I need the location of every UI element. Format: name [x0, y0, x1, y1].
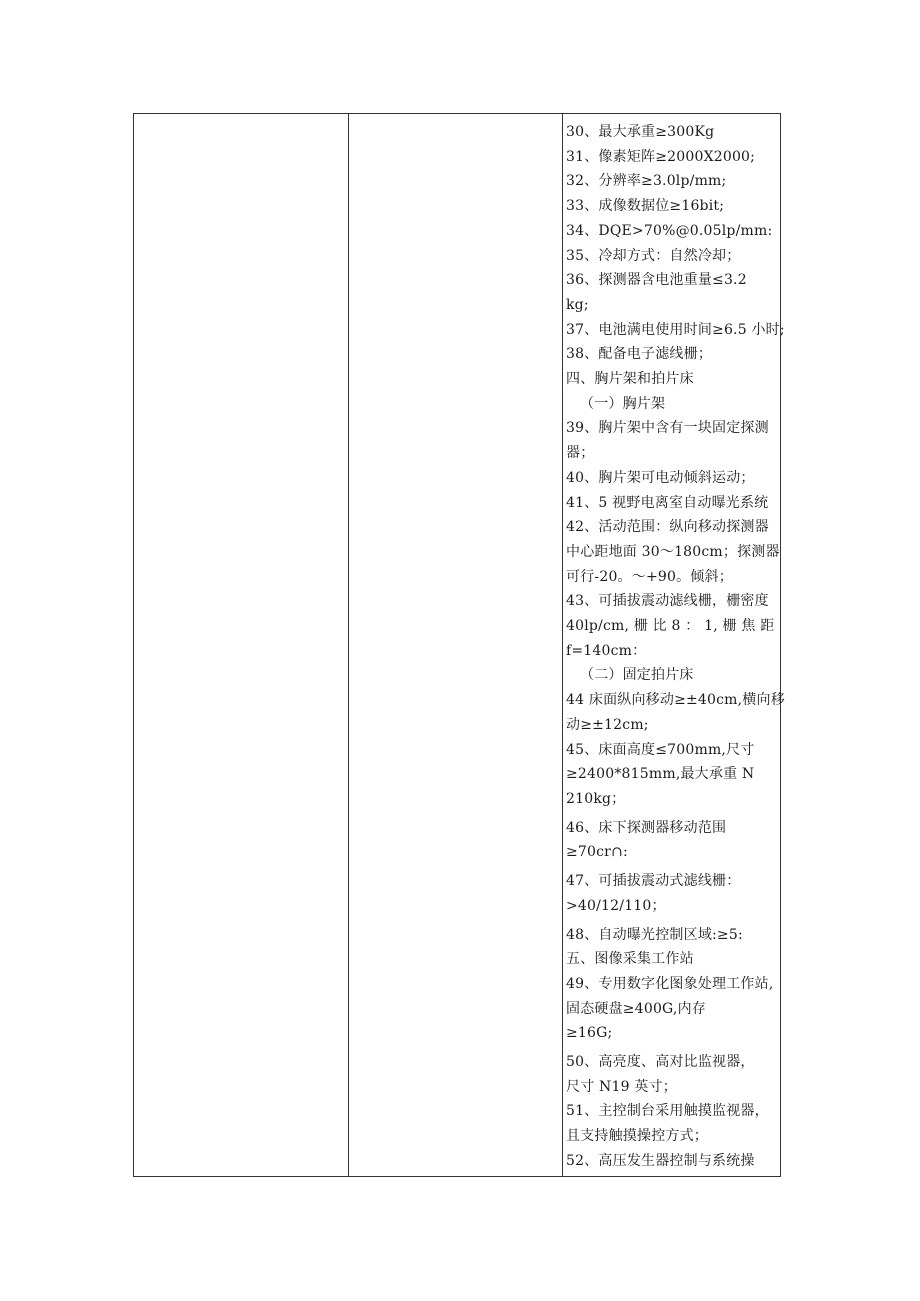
spec-cell — [563, 114, 785, 1177]
spec-line: 41、5 视野电离室自动曝光系统 — [566, 494, 769, 511]
spec-line: 40、胸片架可电动倾斜运动； — [566, 469, 755, 486]
spec-line: （二）固定拍片床 — [580, 667, 694, 684]
spec-line: 固态硬盘≥400G,内存 — [566, 1000, 706, 1017]
spec-table — [133, 113, 785, 1177]
spec-line: 47、可插拔震动式滤线栅： — [566, 873, 741, 890]
spec-line: 中心距地面 30～180cm；探测器 — [566, 543, 780, 560]
spec-line: 35、冷却方式：自然冷却； — [566, 247, 741, 264]
spec-line: 且支持触摸操控方式； — [566, 1128, 708, 1145]
spec-line: 45、床面高度≤700mm,尺寸 — [566, 741, 755, 758]
table-row — [134, 114, 781, 1177]
spec-line: 46、床下探测器移动范围 — [566, 819, 727, 836]
spec-line: 44 床面纵向移动≥±40cm,横向移 — [566, 692, 785, 709]
spec-line: 51、主控制台采用触摸监视器， — [566, 1103, 769, 1120]
spec-line: kg; — [566, 296, 589, 313]
spec-line: 尺寸 N19 英寸； — [566, 1078, 677, 1095]
spec-line: 四、胸片架和拍片床 — [566, 371, 694, 388]
spec-line: 31、像素矩阵≥2000X2000; — [566, 148, 756, 165]
spec-line: ≥70cr∩: — [566, 844, 628, 861]
spec-line: f=140cm： — [566, 642, 647, 659]
spec-line: 52、高压发生器控制与系统操 — [566, 1152, 755, 1169]
spec-line: 可行-20。～+90。倾斜； — [566, 568, 733, 585]
spec-list — [563, 114, 785, 1174]
spec-line: 34、DQE>70%@0.05lp/mm: — [566, 222, 773, 239]
spec-line: 38、配备电子滤线栅； — [566, 346, 713, 363]
empty-cell-name — [349, 114, 563, 1177]
spec-line: ≥2400*815mm,最大承重 N — [566, 766, 755, 783]
spec-line: 210kg； — [566, 790, 626, 807]
spec-line: 39、胸片架中含有一块固定探测 — [566, 420, 769, 437]
spec-line: 33、成像数据位≥16bit; — [566, 198, 725, 215]
spec-line: >40/12/110； — [566, 897, 666, 914]
spec-line: 37、电池满电使用时间≥6.5 小时; — [566, 321, 785, 338]
empty-cell-item — [134, 114, 349, 1177]
spec-line: 49、专用数字化图象处理工作站, — [566, 975, 774, 992]
spec-line: 30、最大承重≥300Kg — [566, 124, 715, 140]
spec-line: 43、可插拔震动滤线栅，栅密度 — [566, 593, 769, 610]
spec-line: 动≥±12cm; — [566, 716, 649, 733]
spec-line: 五、图像采集工作站 — [566, 951, 694, 968]
spec-line: 36、探测器含电池重量≤3.2 — [566, 272, 747, 289]
spec-line: 器； — [566, 445, 595, 462]
spec-line: 40lp/cm, 栅 比 8 ： 1, 栅 焦 距 — [566, 618, 775, 635]
spec-line: ≥16G; — [566, 1025, 613, 1042]
spec-line: 32、分辨率≥3.0lp/mm; — [566, 173, 727, 190]
spec-line: （一）胸片架 — [580, 395, 666, 412]
spec-line: 42、活动范围：纵向移动探测器 — [566, 519, 769, 536]
spec-line: 48、自动曝光控制区域:≥5: — [566, 926, 743, 943]
spec-line: 50、高亮度、高对比监视器， — [566, 1054, 755, 1071]
